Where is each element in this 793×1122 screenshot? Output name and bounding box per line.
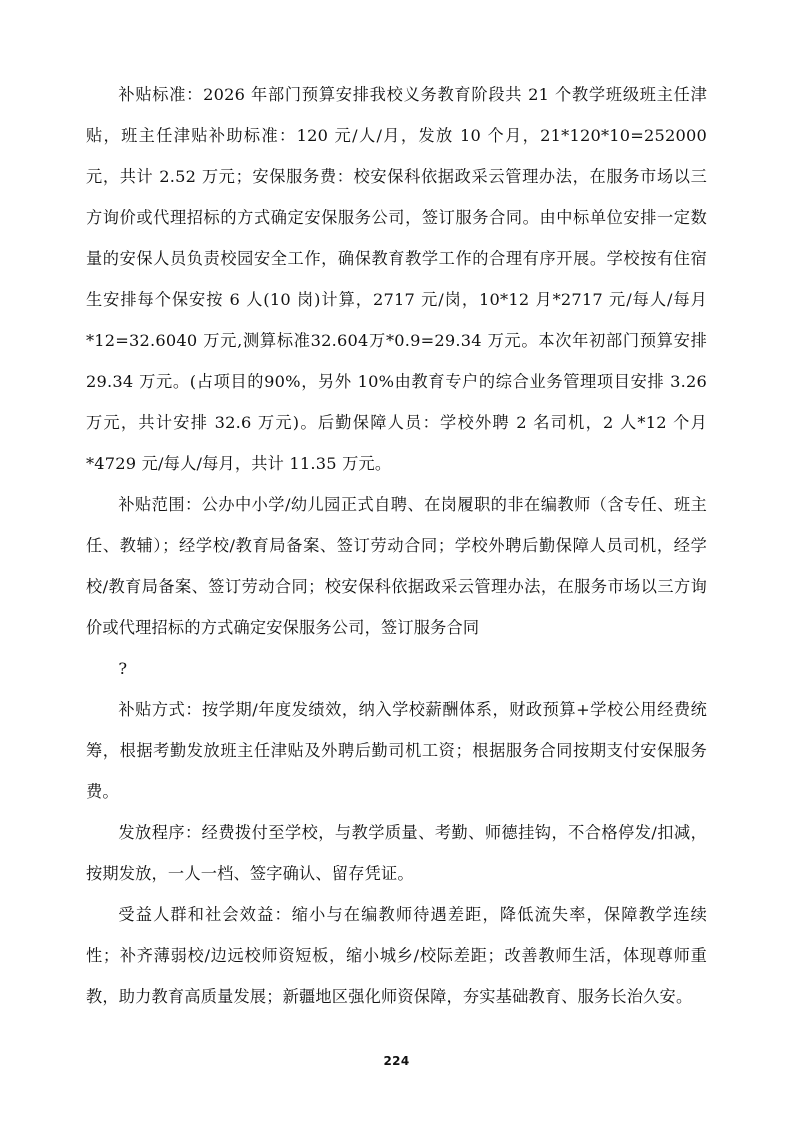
paragraph-beneficiaries-and-benefits: 受益人群和社会效益：缩小与在编教师待遇差距，降低流失率，保障教学连续性；补齐薄弱校/边远校师资短板，缩小城乡/校际差距；改善教师生活，体现尊师重教，助力教育高质量发展；新疆地区强化师资保障，夯实基础教育、服务长治久安。 [86, 905, 707, 1006]
paragraph-subsidy-method: 补贴方式：按学期/年度发绩效，纳入学校薪酬体系，财政预算+学校公用经费统筹，根据考勤发放班主任津贴及外聘后勤司机工资；根据服务合同按期支付安保服务费。 [86, 700, 707, 801]
paragraph-issuance-procedure: 发放程序：经费拨付至学校，与教学质量、考勤、师德挂钩，不合格停发/扣减，按期发放，一人一档、签字确认、留存凭证。 [86, 823, 707, 883]
page-number: 224 [383, 1054, 410, 1068]
paragraph-subsidy-standard: 补贴标准：2026 年部门预算安排我校义务教育阶段共 21 个教学班级班主任津贴，班主任津贴补助标准：120 元/人/月，发放 10 个月，21*120*10=252000 元，共计 2.52 万元；安保服务费：校安保科依据政采云管理办法，在服务市场以三方询价或代理招标的方式确定安保服务公司，签订服务合同。由中标单位安排一定数量的安保人员负责校园安全工作，确保教育教学工作的合理有序开展。学校按有住宿生安排每个保安按 6 人(10 岗)计算，2717 元/岗，10*12 月*2717 元/每人/每月*12=32.6040 万元,测算标准32.604万*0.9=29.34 万元。本次年初部门预算安排 29.34 万元。(占项目的90%，另外 10%由教育专户的综合业务管理项目安排 3.26 万元，共计安排 32.6 万元)。后勤保障人员：学校外聘 2 名司机，2 人*12 个月*4729 元/每人/每月，共计 11.35 万元。 [86, 85, 707, 473]
paragraph-subsidy-scope: 补贴范围：公办中小学/幼儿园正式自聘、在岗履职的非在编教师（含专任、班主任、教辅）；经学校/教育局备案、签订劳动合同；学校外聘后勤保障人员司机，经学校/教育局备案、签订劳动合同；校安保科依据政采云管理办法，在服务市场以三方询价或代理招标的方式确定安保服务公司，签订服务合同 [86, 495, 707, 637]
document-body [86, 74, 707, 1017]
paragraph-question-mark: ? [118, 659, 128, 678]
